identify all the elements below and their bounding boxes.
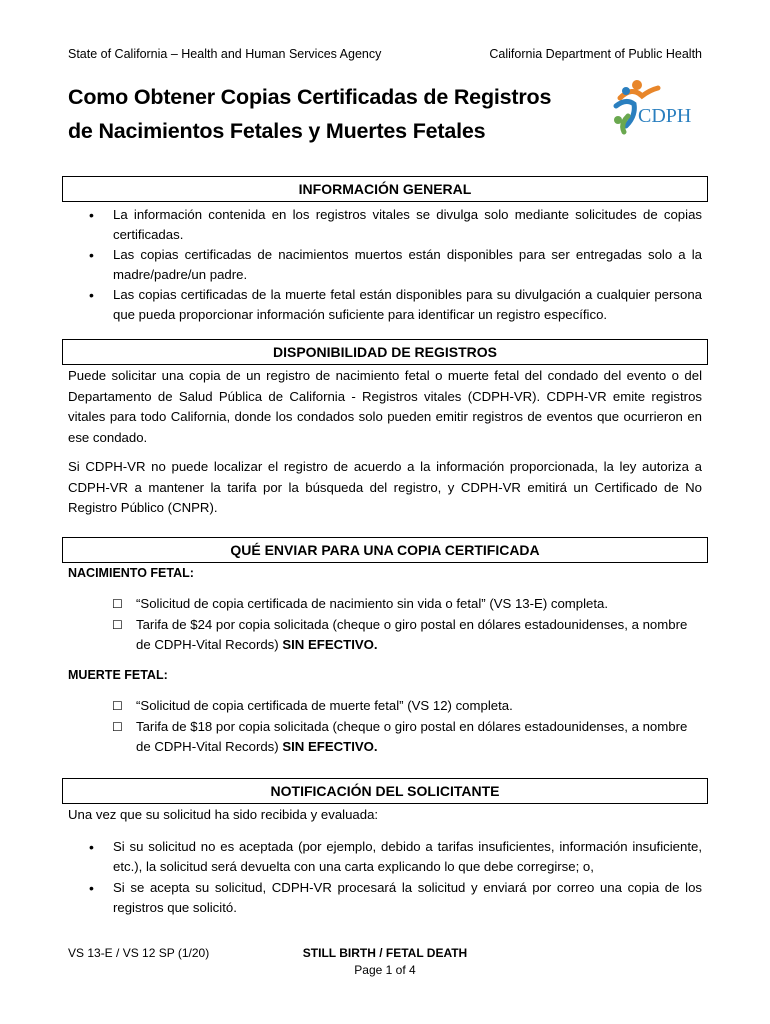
section-heading-general: INFORMACIÓN GENERAL [62, 176, 708, 202]
fetal-birth-checklist [112, 594, 702, 656]
checklist-item: ☐ Tarifa de $24 por copia solicitada (cheque o giro postal en dólares estadounidenses, a nombre de CDPH-Vital Records) SIN EFECTIVO. [112, 616, 688, 652]
availability-paragraph-2: Si CDPH-VR no puede localizar el registro de acuerdo a la información proporcionada, la ley autoriza a CDPH-VR a mantener la tarifa por la búsqueda del registro, y CDPH-VR emitirá un Certificado de No Registro Público (CNPR). [68, 459, 702, 515]
section-heading-availability: DISPONIBILIDAD DE REGISTROS [62, 339, 708, 365]
checklist-item: ☐ “Solicitud de copia certificada de nacimiento sin vida o fetal” (VS 13-E) completa. [112, 594, 702, 615]
checklist-item: ☐ “Solicitud de copia certificada de muerte fetal” (VS 12) completa. [112, 696, 702, 717]
checkbox-icon[interactable]: ☐ [112, 617, 123, 632]
title-line-2: de Nacimientos Fetales y Muertes Fetales [68, 119, 486, 143]
list-item: • Las copias certificadas de nacimientos muertos están disponibles para ser entregadas solo a la madre/padre/un padre. [68, 245, 702, 285]
footer-title: STILL BIRTH / FETAL DEATH [302, 946, 468, 960]
checkbox-icon[interactable]: ☐ [112, 719, 123, 734]
page-title [68, 80, 588, 148]
fetal-birth-label: NACIMIENTO FETAL: [68, 566, 194, 580]
list-item: • Si su solicitud no es aceptada (por ejemplo, debido a tarifas insuficientes, información insuficiente, etc.), la solicitud será devuelta con una carta explicando lo que debe corregirse; o, [68, 837, 702, 877]
logo-figure-blue-head [622, 87, 630, 95]
footer-form-id: VS 13-E / VS 12 SP (1/20) [68, 946, 210, 960]
section-heading-notification: NOTIFICACIÓN DEL SOLICITANTE [62, 778, 708, 804]
header-department: California Department of Public Health [489, 47, 702, 61]
general-bullet-list [68, 205, 702, 325]
footer-page-number: Page 1 of 4 [354, 963, 416, 977]
title-line-1: Como Obtener Copias Certificadas de Registros [68, 85, 552, 109]
list-item: • Si se acepta su solicitud, CDPH-VR procesará la solicitud y enviará por correo una copia de los registros que solicitó. [68, 878, 702, 918]
cdph-logo [612, 76, 704, 136]
list-item: • Las copias certificadas de la muerte fetal están disponibles para su divulgación a cualquier persona que pueda proporcionar información suficiente para identificar un registro específico. [68, 285, 702, 325]
availability-paragraph-1: Puede solicitar una copia de un registro de nacimiento fetal o muerte fetal del condado del evento o del Departamento de Salud Pública de California - Registros vitales (CDPH-VR). CDPH-VR emite registros vitales para todo California, donde los condados solo pueden emitir registros de eventos que ocurrieron en ese condado. [68, 368, 702, 445]
logo-figure-orange-head [632, 80, 642, 90]
logo-figure-green-head [614, 116, 622, 124]
header-agency: State of California – Health and Human Services Agency [68, 47, 382, 61]
logo-text: CDPH [638, 105, 692, 127]
checklist-item: ☐ Tarifa de $18 por copia solicitada (cheque o giro postal en dólares estadounidenses, a nombre de CDPH-Vital Records) SIN EFECTIVO. [112, 718, 688, 754]
checkbox-icon[interactable]: ☐ [112, 597, 123, 611]
fetal-death-label: MUERTE FETAL: [68, 668, 168, 682]
section-heading-send: QUÉ ENVIAR PARA UNA COPIA CERTIFICADA [62, 537, 708, 563]
list-item: • La información contenida en los registros vitales se divulga solo mediante solicitudes de copias certificadas. [68, 205, 702, 245]
fetal-death-checklist [112, 696, 702, 758]
notification-intro: Una vez que su solicitud ha sido recibida y evaluada: [68, 807, 379, 822]
checkbox-icon[interactable]: ☐ [112, 699, 123, 713]
notification-bullet-list [68, 837, 702, 918]
